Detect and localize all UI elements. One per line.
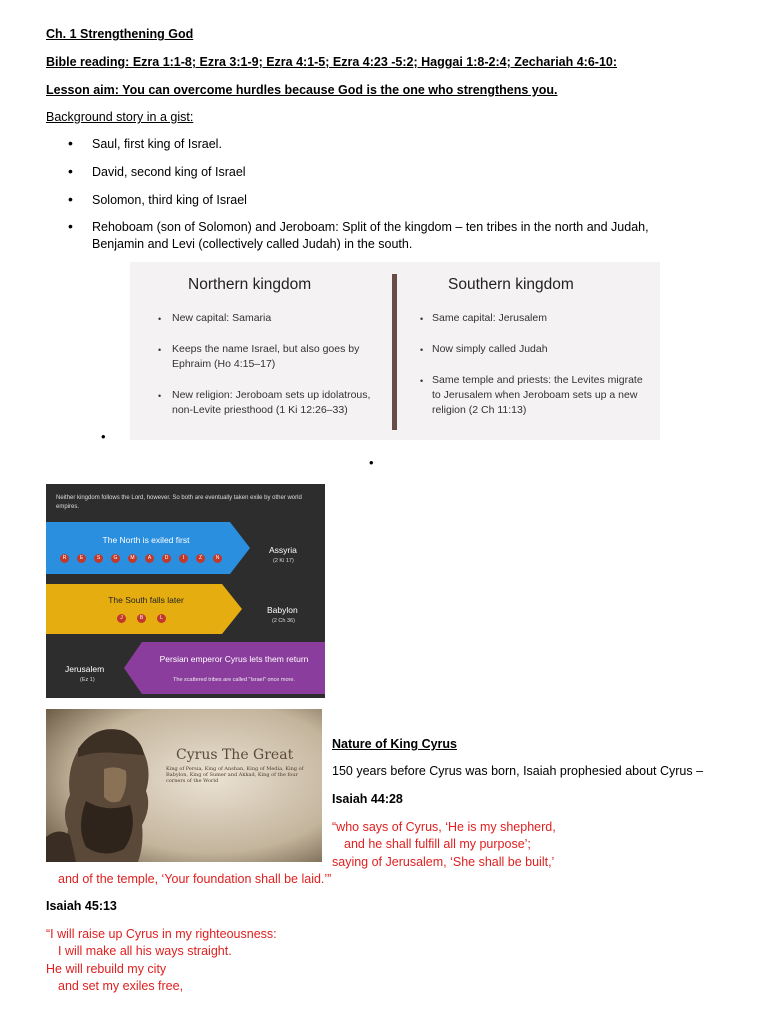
south-item: Same temple and priests: the Levites migrate to Jerusalem when Jeroboam sets up a new religion (2 Ch 11:13) [432,374,643,416]
verse-line: He will rebuild my city [46,962,167,976]
letter-badge: Z [196,554,205,563]
list-item: Saul, first king of Israel. [92,137,222,151]
letter-badge: B [137,614,146,623]
lesson-aim: Lesson aim: You can overcome hurdles because God is the one who strengthens you. [46,83,558,97]
cyrus-image-caption: King of Persia, King of Anshan, King of Media, King of Babylon, King of Sumer and Akkad, King of the four corners of the World [166,766,304,784]
north-item: New capital: Samaria [172,312,272,324]
bullet-marker: • [158,345,162,355]
verse-line: “I will raise up Cyrus in my righteousness: [46,927,277,941]
letter-badge: S [94,554,103,563]
letter-badge: R [60,554,69,563]
bullet-marker: • [420,376,424,386]
bullet-marker: • [158,391,162,401]
north-label: The North is exiled first [102,535,190,545]
north-item: New religion: Jeroboam sets up idolatrous, non-Levite priesthood (1 Ki 12:26–33) [172,389,371,416]
letter-badge: A [145,554,154,563]
north-title: Northern kingdom [188,276,312,293]
bullet-marker: • [68,163,73,179]
letter-badge: L [157,614,166,623]
letter-badge: M [128,554,137,563]
letter-badge: G [111,554,120,563]
exile-diagram [46,484,325,698]
south-item: Now simply called Judah [432,343,548,355]
divider [392,274,397,430]
verse-line: and set my exiles free, [58,979,184,993]
letter-badge: N [213,554,222,563]
bullet-marker: • [420,345,424,355]
letter-badge: I [179,554,188,563]
exile-note: Neither kingdom follows the Lord, however. So both are eventually taken exile by other world empires. [56,495,302,510]
bullet-marker: • [68,218,73,234]
north-reference: (2 Ki 17) [273,558,294,564]
south-title: Southern kingdom [448,276,574,293]
background-title: Background story in a gist: [46,110,194,124]
cyrus-image-title: Cyrus The Great [176,747,294,763]
verse-line: I will make all his ways straight. [58,944,232,958]
return-origin: Jerusalem [65,664,105,674]
return-label: Persian emperor Cyrus lets them return [159,654,309,664]
kingdoms-comparison [130,262,660,440]
cyrus-illustration [46,709,322,862]
isaiah-44-ref: Isaiah 44:28 [332,792,403,806]
north-arrow [46,522,250,574]
south-destination: Babylon [267,605,298,615]
stray-bullet: • [369,455,374,470]
letter-badge: D [162,554,171,563]
page-title: Ch. 1 Strengthening God [46,27,194,41]
list-item: Solomon, third king of Israel [92,193,247,207]
bullet-marker: • [420,314,424,324]
verse-line: and of the temple, ‘Your foundation shall be laid.’” [58,872,332,886]
south-reference: (2 Ch 36) [272,618,295,624]
stray-bullet: • [101,429,106,444]
bullet-marker: • [68,135,73,151]
return-reference: (Ez 1) [80,677,95,683]
bullet-marker: • [158,314,162,324]
return-subtitle: The scattered tribes are called "Israel" once more. [173,677,295,683]
isaiah-45-ref: Isaiah 45:13 [46,899,117,913]
cyrus-heading: Nature of King Cyrus [332,737,458,751]
letter-badge: J [117,614,126,623]
letter-badge: E [77,554,86,563]
list-item: Rehoboam (son of Solomon) and Jeroboam: Split of the kingdom – ten tribes in the north and Judah, Benjamin and Levi (collectively called Judah) in the south. [92,220,649,251]
verse-line: “who says of Cyrus, ‘He is my shepherd, [332,820,556,834]
verse-line: and he shall fulfill all my purpose’; [344,837,531,851]
north-destination: Assyria [269,545,297,555]
bible-reading: Bible reading: Ezra 1:1-8; Ezra 3:1-9; Ezra 4:1-5; Ezra 4:23 -5:2; Haggai 1:8-2:4; Zechariah 4:6-10: [46,55,618,69]
cyrus-intro: 150 years before Cyrus was born, Isaiah prophesied about Cyrus – [332,764,704,778]
south-label: The South falls later [108,595,184,605]
cyrus-portrait-image [46,709,322,862]
south-arrow [46,584,242,634]
verse-line: saying of Jerusalem, ‘She shall be built,’ [332,855,555,869]
return-arrow [124,642,325,694]
bullet-marker: • [68,191,73,207]
list-item: David, second king of Israel [92,165,246,179]
south-item: Same capital: Jerusalem [432,312,547,324]
north-item: Keeps the name Israel, but also goes by Ephraim (Ho 4:15–17) [172,343,360,370]
